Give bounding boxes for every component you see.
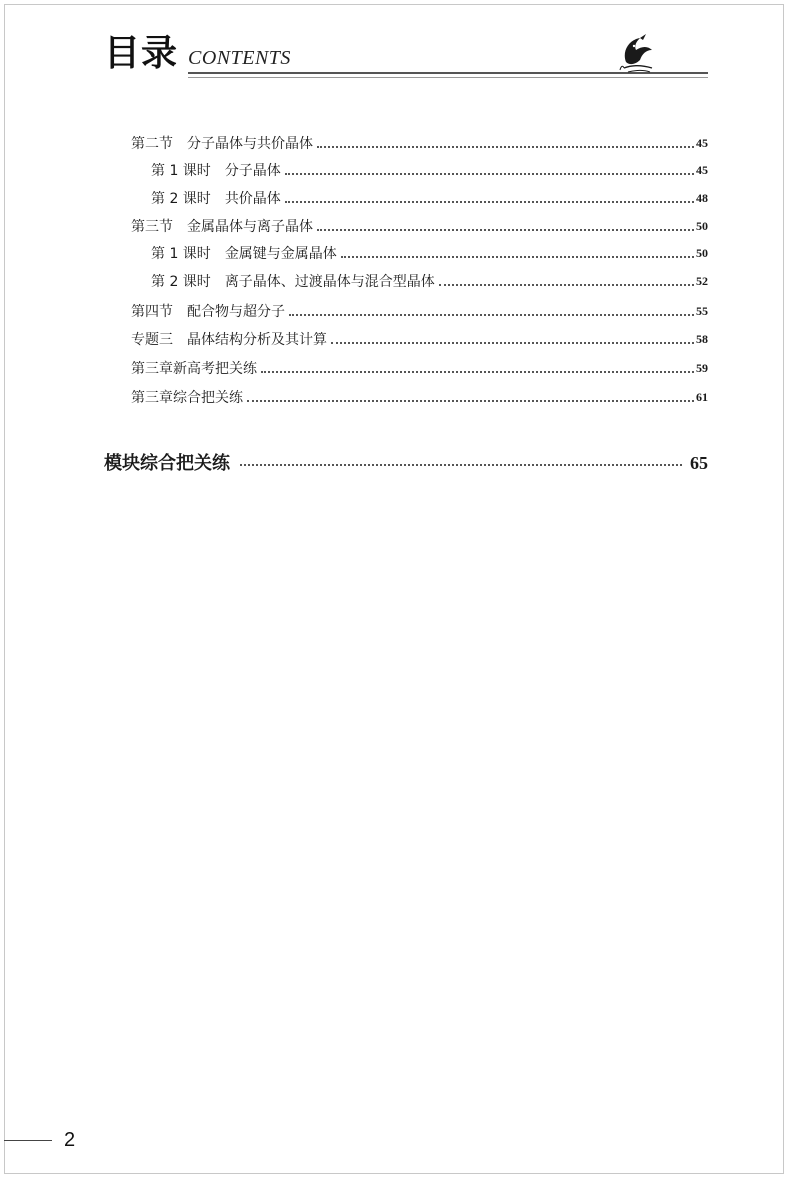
toc-entry[interactable] [151,269,708,291]
toc-entry-number: 第 1 课时 [151,163,211,179]
toc-entry-number: 专题三 [131,332,173,348]
toc-entry[interactable] [131,131,708,153]
toc-entry-page: 52 [696,274,708,288]
toc-leader [331,342,694,344]
toc-entry-page: 58 [696,332,708,346]
toc-entry-title: 共价晶体 [224,191,281,207]
toc-entry-title: 第三章新高考把关练 [131,361,257,377]
toc-entry-title: 分子晶体与共价晶体 [187,136,313,152]
toc-entry-page: 50 [696,246,708,260]
toc-entry-title: 离子晶体、过渡晶体与混合型晶体 [224,274,435,290]
toc-entry-page: 65 [690,453,708,473]
toc-entry-page: 50 [696,219,708,233]
toc-entry-title: 分子晶体 [224,163,281,179]
toc-header [104,32,708,80]
toc-entry-title: 配合物与超分子 [187,304,285,320]
toc-leader [439,284,694,286]
toc-entry[interactable] [131,214,708,236]
toc-entry-page: 45 [696,163,708,177]
toc-entry[interactable] [131,327,708,349]
toc-leader [261,371,694,373]
fish-logo-icon [612,32,662,78]
toc-leader [289,314,694,316]
toc-entry-page: 48 [696,191,708,205]
toc-entry-number: 第二节 [131,136,173,152]
page-title: 目录 [104,33,179,74]
toc-entry-number: 第三节 [131,219,173,235]
toc-leader [240,464,682,466]
toc-leader [341,256,694,258]
toc-entry-page: 55 [696,304,708,318]
toc-entry-number: 第 2 课时 [151,191,211,207]
toc-entry-title: 晶体结构分析及其计算 [187,332,327,348]
toc-entry-title: 金属键与金属晶体 [224,246,337,262]
toc-entry[interactable] [131,299,708,321]
toc-entry-number: 第 1 课时 [151,246,211,262]
toc-entry-page: 59 [696,361,708,375]
toc-entry-module[interactable] [104,443,708,473]
toc-leader [285,201,694,203]
toc-entry[interactable] [151,186,708,208]
toc-leader [317,146,694,148]
toc-leader [247,400,694,402]
page-subtitle: CONTENTS [188,47,291,69]
toc-entry-number: 第 2 课时 [151,274,211,290]
toc-leader [317,229,694,231]
toc-entry-number: 第四节 [131,304,173,320]
toc-entry[interactable] [131,356,708,378]
toc-leader [285,173,694,175]
toc-entry[interactable] [131,385,708,407]
toc-entry[interactable] [151,158,708,180]
footer-rule [4,1140,52,1141]
toc-entry-title: 模块综合把关练 [104,453,230,474]
page-number: 2 [64,1129,76,1151]
toc-entry-page: 45 [696,136,708,150]
toc-entry-title: 第三章综合把关练 [131,390,243,406]
toc-entry-page: 61 [696,390,708,404]
toc-entry[interactable] [151,241,708,263]
toc-entry-title: 金属晶体与离子晶体 [187,219,313,235]
